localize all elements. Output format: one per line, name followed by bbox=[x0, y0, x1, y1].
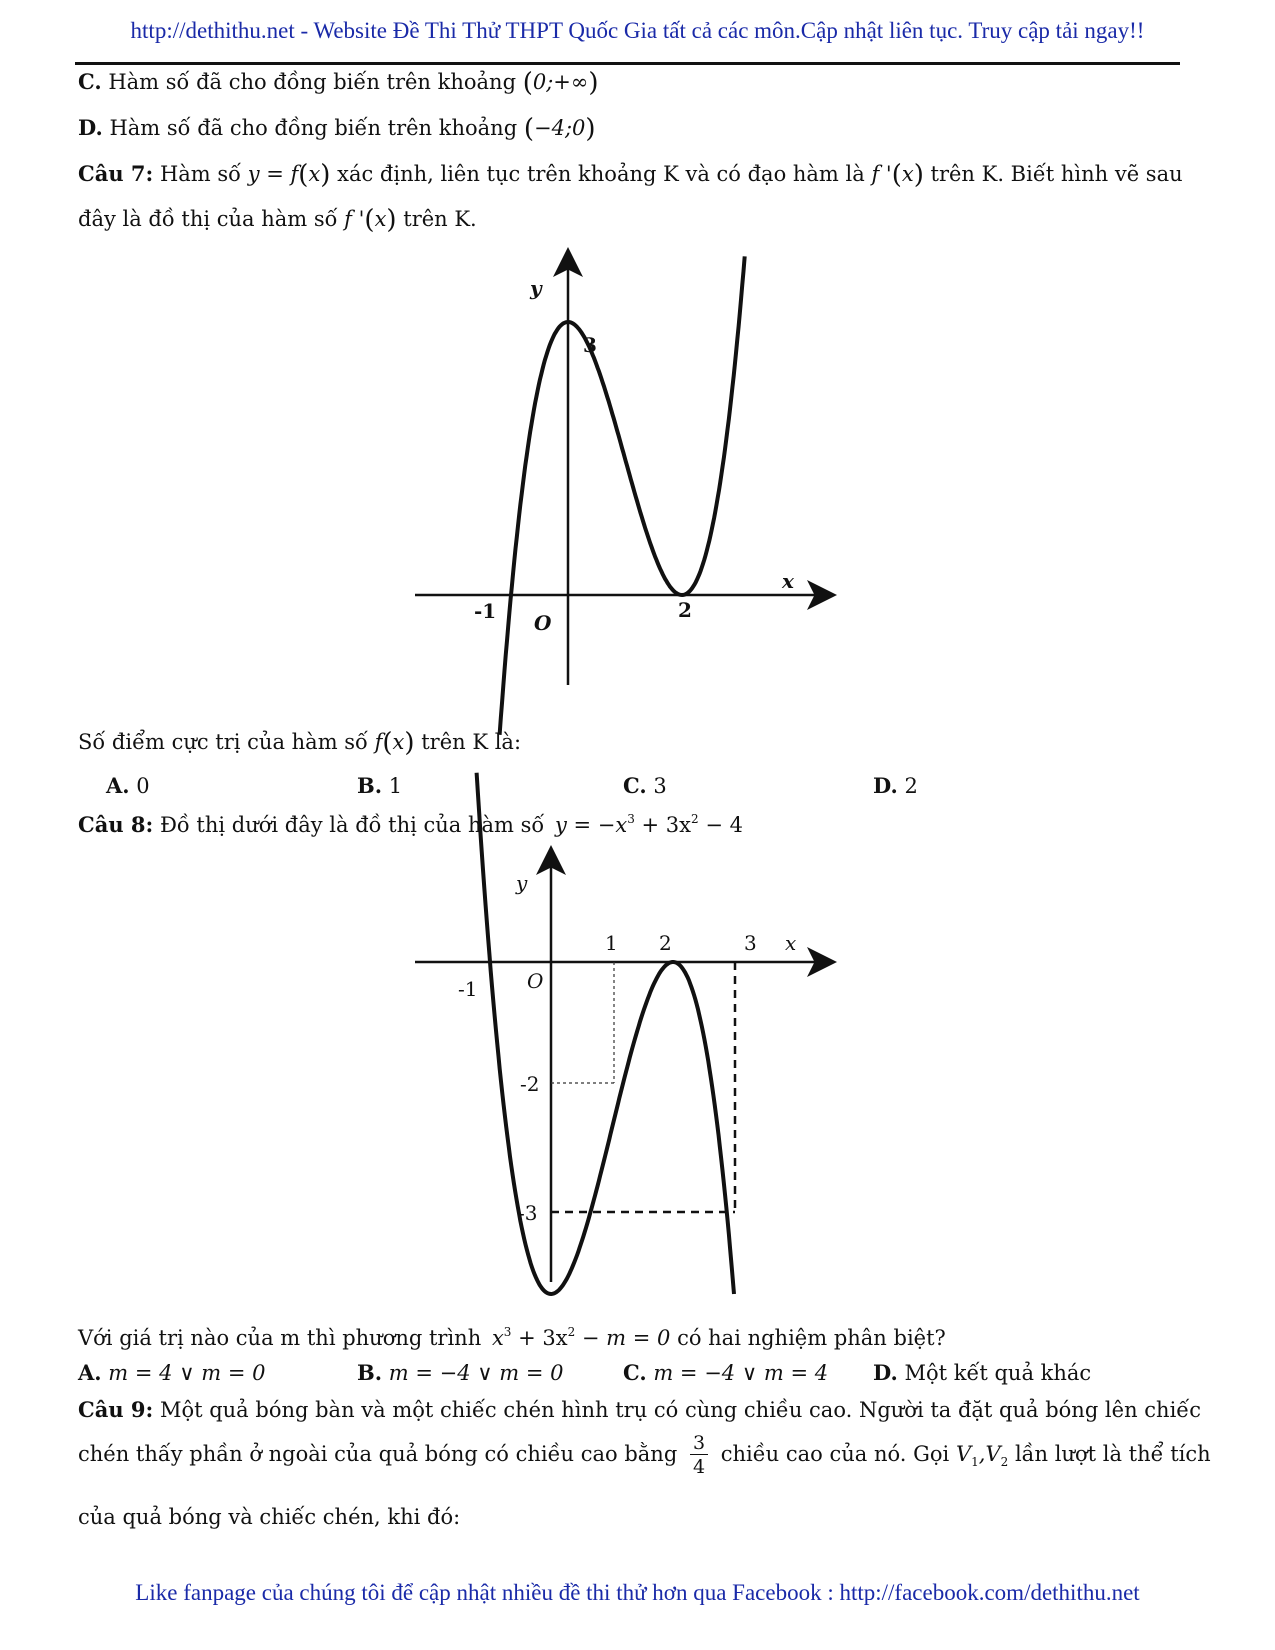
math: x bbox=[491, 1326, 504, 1350]
subscript: 2 bbox=[1000, 1455, 1009, 1469]
tick-label-1: 1 bbox=[605, 931, 618, 955]
derivative-curve bbox=[500, 256, 745, 734]
math: y = f bbox=[247, 162, 299, 186]
option-value: m = −4 ∨ m = 0 bbox=[388, 1361, 564, 1385]
question-label: Câu 9: bbox=[78, 1397, 154, 1422]
option-value: 0 bbox=[136, 774, 150, 798]
q7-option-b[interactable] bbox=[357, 773, 402, 798]
math: f ' bbox=[344, 207, 365, 231]
tick-label-neg1: -1 bbox=[458, 977, 478, 1001]
math: − 4 bbox=[698, 813, 743, 837]
x-axis-label: x bbox=[782, 569, 794, 593]
question-label: Câu 8: bbox=[78, 812, 154, 837]
prev-option-d: D. Hàm số đã cho đồng biến trên khoảng (−4;0) bbox=[78, 114, 596, 144]
option-label: C. bbox=[623, 1360, 647, 1385]
math: x bbox=[308, 162, 321, 186]
interval: 0;+∞ bbox=[532, 70, 589, 94]
text: của quả bóng và chiếc chén, khi đó: bbox=[78, 1505, 461, 1529]
q8-option-c[interactable] bbox=[623, 1360, 828, 1385]
cubic-curve bbox=[477, 773, 734, 1294]
q9-stem-line3 bbox=[78, 1505, 460, 1529]
q8-stem bbox=[78, 812, 743, 837]
text: chiều cao của nó. Gọi bbox=[720, 1442, 950, 1466]
math: f ' bbox=[871, 162, 892, 186]
option-value: 2 bbox=[904, 774, 918, 798]
option-label: D. bbox=[78, 115, 103, 140]
q7-stem-line2: đây là đồ thị của hàm số f '(x) trên K. bbox=[78, 205, 477, 235]
option-value: m = −4 ∨ m = 4 bbox=[653, 1361, 829, 1385]
q7-option-c[interactable] bbox=[623, 773, 667, 798]
math: x bbox=[901, 162, 914, 186]
option-label: C. bbox=[78, 69, 102, 94]
option-label: D. bbox=[873, 1360, 898, 1385]
q9-stem-line2: chén thấy phần ở ngoài của quả bóng có chiều cao bằng $\frac{3}{4}$ chiều cao của nó. Gọi $V_1,V_2$ lần lượt là thể tích bbox=[78, 1432, 1211, 1478]
y-axis-label: y bbox=[516, 871, 528, 895]
text: Với giá trị nào của m thì phương trình bbox=[78, 1326, 482, 1350]
origin-label: O bbox=[534, 611, 552, 635]
option-label: B. bbox=[357, 773, 383, 798]
tick-label-3: 3 bbox=[583, 333, 597, 357]
origin-label: O bbox=[527, 969, 544, 993]
superscript: 2 bbox=[567, 1325, 576, 1339]
option-value: m = 4 ∨ m = 0 bbox=[108, 1361, 266, 1385]
math: f bbox=[374, 730, 383, 754]
option-value: Một kết quả khác bbox=[904, 1361, 1092, 1385]
math: x bbox=[374, 207, 387, 231]
superscript: 2 bbox=[691, 812, 699, 826]
q8-option-b[interactable] bbox=[357, 1360, 564, 1385]
site-header-link[interactable]: http://dethithu.net - Website Đề Thi Thử THPT Quốc Gia tất cả các môn.Cập nhật liên tục. Truy cập tải ngay!! bbox=[130, 18, 1145, 43]
denominator: 4 bbox=[692, 1456, 706, 1478]
option-value: 1 bbox=[388, 774, 403, 798]
text: Số điểm cực trị của hàm số bbox=[78, 730, 368, 754]
math: V bbox=[985, 1442, 1001, 1466]
superscript: 3 bbox=[627, 812, 635, 826]
interval: −4;0 bbox=[533, 116, 586, 140]
math: + 3x bbox=[634, 813, 691, 837]
fraction bbox=[690, 1432, 708, 1479]
option-label: C. bbox=[623, 773, 647, 798]
option-label: A. bbox=[78, 1360, 102, 1385]
option-value: 3 bbox=[653, 774, 667, 798]
math: − m = 0 bbox=[575, 1326, 671, 1350]
text: có hai nghiệm phân biệt? bbox=[677, 1326, 946, 1350]
q7-stem-line1: Câu 7: Hàm số y = f(x) xác định, liên tục trên khoảng K và có đạo hàm là f '(x) trên K. Biết hình vẽ sau bbox=[78, 160, 1183, 190]
q7-question: Số điểm cực trị của hàm số f(x) trên K là: bbox=[78, 728, 522, 758]
tick-label-2: 2 bbox=[659, 931, 672, 955]
q8-option-d[interactable] bbox=[873, 1360, 1091, 1385]
tick-label-2: 2 bbox=[678, 598, 692, 622]
x-axis-label: x bbox=[785, 931, 797, 955]
q7-option-d[interactable] bbox=[873, 773, 918, 798]
q8-question bbox=[78, 1325, 946, 1350]
q8-option-a[interactable] bbox=[78, 1360, 265, 1385]
q9-stem-line1 bbox=[78, 1397, 1201, 1422]
text: Hàm số bbox=[159, 162, 241, 186]
text: lần lượt là thể tích bbox=[1014, 1442, 1211, 1466]
math: x bbox=[392, 730, 405, 754]
q7-option-a[interactable] bbox=[106, 773, 150, 798]
option-label: D. bbox=[873, 773, 898, 798]
prev-option-c: C. Hàm số đã cho đồng biến trên khoảng (0;+∞) bbox=[78, 68, 599, 98]
numerator: 3 bbox=[690, 1432, 708, 1455]
text: xác định, liên tục trên khoảng K và có đạo hàm là bbox=[337, 162, 865, 186]
text: trên K. bbox=[403, 207, 477, 231]
math: V bbox=[955, 1442, 972, 1466]
header-divider bbox=[75, 62, 1180, 65]
tick-label-neg1: -1 bbox=[474, 599, 497, 623]
text: trên K. Biết hình vẽ sau bbox=[930, 162, 1183, 186]
text: chén thấy phần ở ngoài của quả bóng có chiều cao bằng bbox=[78, 1442, 678, 1466]
text: Một quả bóng bàn và một chiếc chén hình trụ có cùng chiều cao. Người ta đặt quả bóng lên chiếc bbox=[159, 1398, 1201, 1422]
option-text: Hàm số đã cho đồng biến trên khoảng bbox=[109, 116, 518, 140]
text: trên K là: bbox=[421, 730, 522, 754]
tick-label-neg3: -3 bbox=[518, 1201, 538, 1225]
option-label: B. bbox=[357, 1360, 383, 1385]
tick-label-neg2: -2 bbox=[520, 1072, 540, 1096]
text: Đồ thị dưới đây là đồ thị của hàm số bbox=[159, 813, 545, 837]
text: đây là đồ thị của hàm số bbox=[78, 207, 338, 231]
superscript: 3 bbox=[503, 1325, 512, 1339]
option-text: Hàm số đã cho đồng biến trên khoảng bbox=[108, 70, 517, 94]
option-label: A. bbox=[106, 773, 130, 798]
math: + 3x bbox=[511, 1326, 568, 1350]
math: y = −x bbox=[554, 813, 628, 837]
question-label: Câu 7: bbox=[78, 161, 154, 186]
y-axis-label: y bbox=[530, 276, 542, 300]
facebook-footer-link[interactable]: Like fanpage của chúng tôi để cập nhật nhiều đề thi thử hơn qua Facebook : http://facebook.com/dethithu.net bbox=[135, 1580, 1140, 1605]
subscript: 1 bbox=[971, 1455, 979, 1469]
tick-label-3: 3 bbox=[744, 931, 757, 955]
